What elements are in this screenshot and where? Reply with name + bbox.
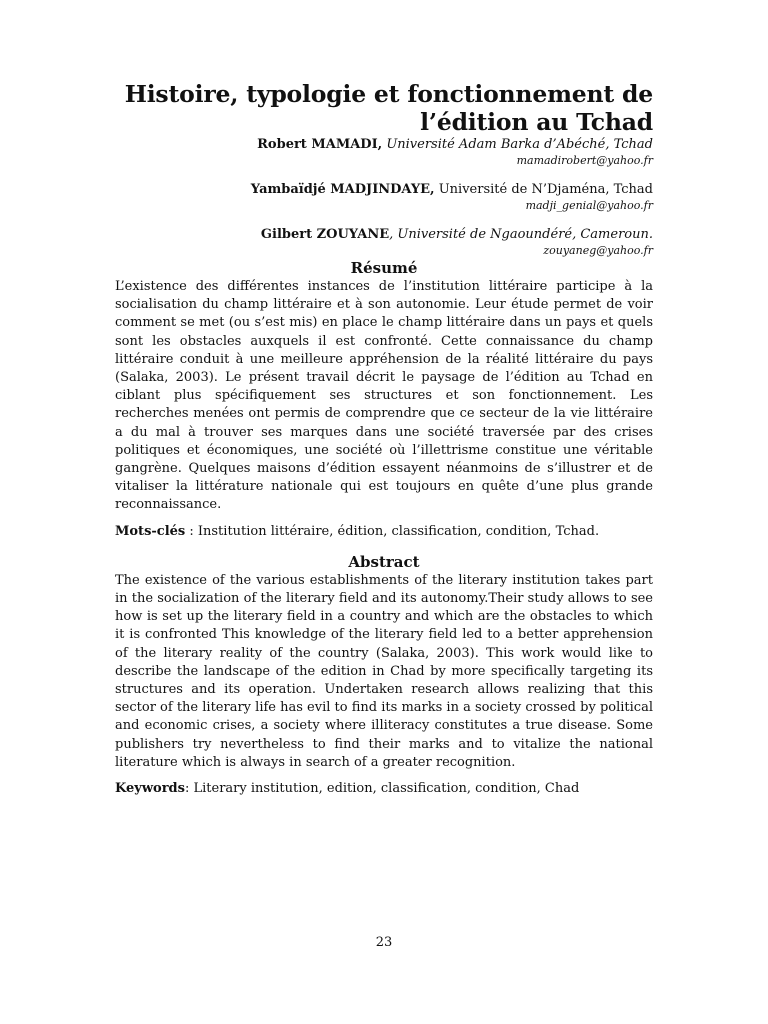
resume-keywords <box>115 523 653 541</box>
keywords-label: Keywords <box>115 781 185 797</box>
author-email: zouyaneg@yahoo.fr <box>543 244 653 257</box>
author-name: Yambaïdjé MADJINDAYE, <box>250 182 435 197</box>
author-name: Gilbert ZOUYANE <box>260 227 390 242</box>
author-line <box>115 226 653 243</box>
author-email: madji_genial@yahoo.fr <box>525 199 653 212</box>
abstract-keywords <box>115 780 653 798</box>
author-name: Robert MAMADI, <box>257 137 383 152</box>
author-affiliation: Université de N’Djaména, Tchad <box>434 182 653 197</box>
resume-text: L’existence des différentes instances de l’institution littéraire participe à la socialisation du champ littéraire et à son autonomie. Leur étude permet de voir comment se met (ou s’est mis) en place le champ littéraire dans un pays et quels sont les obstacles auxquels il est confronté. Cette connaissance du champ littéraire conduit à une meilleure appréhension de la réalité littéraire du pays (Salaka, 2003). Le présent travail décrit le paysage de l’édition au Tchad en ciblant plus spécifiquement ses structures et son fonctionnement. Les recherches menées ont permis de comprendre que ce secteur de la vie littéraire a du mal à trouver ses marques dans une société traversée par des crises politiques et économiques, une société où l’illettrisme constitue une véritable gangrène. Quelques maisons d’édition essayent néanmoins de s’illustrer et de vitaliser la littérature nationale qui est toujours en quête d’une plus grande reconnaissance. <box>115 279 653 513</box>
keywords-text: : Institution littéraire, édition, classification, condition, Tchad. <box>185 523 600 539</box>
keywords-label: Mots-clés <box>115 523 186 539</box>
author-block-2 <box>115 181 653 213</box>
resume-heading: Résumé <box>350 259 418 277</box>
abstract-heading: Abstract <box>348 552 420 571</box>
author-block-3 <box>115 226 653 258</box>
article-title: Histoire, typologie et fonctionnement de l’édition au Tchad <box>124 80 653 136</box>
author-email: mamadirobert@yahoo.fr <box>516 154 653 167</box>
author-affiliation: Université Adam Barka d’Abéché, Tchad <box>382 137 653 152</box>
author-block-1 <box>115 136 653 168</box>
article-page <box>115 80 653 798</box>
author-line <box>115 136 653 153</box>
keywords-text: : Literary institution, edition, classification, condition, Chad <box>184 781 580 797</box>
author-affiliation: , Université de Ngaoundéré, Cameroun. <box>389 227 653 242</box>
abstract-text: The existence of the various establishments of the literary institution takes part in the socialization of the literary field and its autonomy.Their study allows to see how is set up the literary field in a country and which are the obstacles to which it is confronted This knowledge of the literary field led to a better apprehension of the literary reality of the country (Salaka, 2003). This work would like to describe the landscape of the edition in Chad by more specifically targeting its structures and its operation. Undertaken research allows realizing that this sector of the literary life has evil to find its marks in a society crossed by political and economic crises, a society where illiteracy constitutes a true disease. Some publishers try nevertheless to find their marks and to vitalize the national literature which is always in search of a greater recognition. <box>115 572 653 770</box>
author-line <box>115 181 653 198</box>
page-number: 23 <box>375 935 393 950</box>
